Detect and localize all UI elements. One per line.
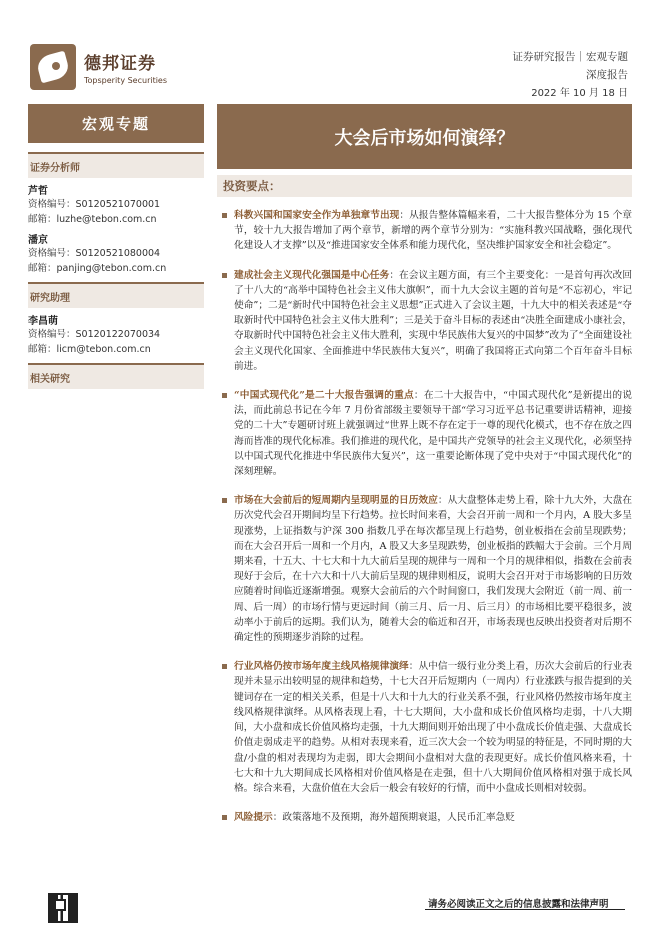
list-item: “中国式现代化”是二十大报告强调的重点：在二十大报告中，“中国式现代化”是新提出的说法，而此前总书记在今年 7 月份省部级主要领导干部“学习习近平总书记重要讲话精神，迎接党的二十大”专题研讨班上就强调过“世界上既不存在定于一尊的现代化模式，也不存在放之四海而皆准的现代化标准。我们推进的现代化，是中国共产党领导的社会主义现代化，必须坚持以中国式现代化推进中华民族伟大复兴”，这一重要论断体现了党中央对于“中国式现代化”的深刻理解。: [220, 388, 632, 479]
analyst-email[interactable]: 邮箱：luzhe@tebon.com.cn: [28, 214, 157, 225]
analyst-cert: 资格编号：S0120521080004: [28, 248, 161, 259]
list-item: 市场在大会前后的短周期内呈现明显的日历效应：从大盘整体走势上看，除十九大外，大盘在历次党代会召开期间均呈下行趋势。拉长时间来看，大会召开前一周和一个月内，A 股大多呈现涨势，上证指数与沪深 300 指数几乎在每次都呈现上行趋势，创业板指在会前呈现跌势；而在大会召开后一周和一个月内，A 股又大多呈现跌势，创业板指的跌幅大于会前。三个月周期来看，十五大、十七大和十九大前后呈现的规律与一周和一个月的规律相似，指数在会前表现好于会后，在十六大和十八大前后呈现的规律则相反，说明大会召开对于市场影响的日历效应随着时间临近逐渐增强。观察大会前后的六个时间窗口，我们发现大会附近（前一周、前一周、后一周）的市场行情与更远时间（前三月、后一月、后三月）的市场相比要平稳很多，波动率小于前后的远期。我们认为，随着大会的临近和召开，市场表现也反映出投资者对后期不确定性的预期逐步消除的过程。: [220, 493, 632, 645]
analyst-heading: 证券分析师: [28, 152, 204, 178]
list-item: 行业风格仍按市场年度主线风格规律演绎：从中信一级行业分类上看，历次大会前后的行业表现并未显示出较明显的规律和趋势，十七大召开后短期内（一周内）行业涨跌与报告提到的关键词存在一定的相关关系，但是十八大和十九大的行业关系不强，行业风格仍然按市场年度主线风格规律演绎。从风格表现上看，十七大期间，大小盘和成长价值风格均走弱，十八大期间，大小盘和成长价值风格均走强，十九大期间则开始出现了中小盘成长价值走强、大盘成长价值走弱成走平的趋势。从相对表现来看，近三次大会一个较为明显的特征是，不同时期的大盘/小盘的相对表现均为走弱，即大会期间小盘相对大盘的表现更好。成长价值风格来看，十七大和十九大期间成长风格相对价值风格是在走强，但十八大期间价值风格相对强于成长风格。综合来看，大盘价值在大会后一般会有较好的行情，而中小盘成长则相对较弱。: [220, 659, 632, 796]
disclaimer-note: 请务必阅读正文之后的信息披露和法律声明: [428, 899, 609, 910]
key-points-heading: 投资要点：: [217, 175, 632, 197]
report-type-line1: 证券研究报告｜宏观专题: [512, 51, 628, 63]
key-points-list: [220, 208, 632, 825]
list-item: 建成社会主义现代化强国是中心任务：在会议主题方面，有三个主要变化：一是首句再次改回了十八大的“高举中国特色社会主义伟大旗帜”，而十九大会议主题的首句是“不忘初心，牢记使命”；二是“新时代中国特色社会主义思想”正式进入了会议主题，十九大中的相关表述是“夺取新时代中国特色社会主义伟大胜利”；三是关于奋斗目标的表述由“决胜全面建成小康社会，夺取新时代中国特色社会主义伟大胜利，实现中华民族伟大复兴的中国梦”改为了“全面建设社会主义现代化国家、全面推进中华民族伟大复兴”，明确了我国将正式向第二个百年奋斗目标前进。: [220, 268, 632, 374]
list-item: 科教兴国和国家安全作为单独章节出现：从报告整体篇幅来看，二十大报告整体分为 15 个章节，较十九大报告增加了两个章节，新增的两个章节分别为：“实施科教兴国战略，强化现代化建设人才支撑”以及“推进国家安全体系和能力现代化，坚决维护国家安全和社会稳定”。: [220, 208, 632, 254]
brand-emblem-icon: [30, 44, 76, 90]
related-heading: 相关研究: [28, 363, 204, 389]
qr-code-icon: [48, 893, 78, 923]
report-type-line2: 深度报告: [586, 69, 628, 81]
analyst-email[interactable]: 邮箱：panjing@tebon.com.cn: [28, 263, 167, 274]
assistant-email[interactable]: 邮箱：licm@tebon.com.cn: [28, 344, 151, 355]
report-type: [513, 48, 629, 84]
assistant-cert: 资格编号：S0120122070034: [28, 329, 161, 340]
assistant-name: 李昌萌: [28, 316, 58, 327]
analyst-cert: 资格编号：S0120521070001: [28, 199, 161, 210]
report-title: 大会后市场如何演绎？: [217, 104, 632, 169]
category-banner: 宏观专题: [28, 104, 204, 143]
sidebar: [28, 152, 204, 389]
brand-logo: [30, 44, 167, 90]
brand-name-en: Topsperity Securities: [84, 76, 168, 85]
analyst-name: 芦哲: [28, 186, 48, 197]
report-date: 2022 年 10 月 18 日: [531, 88, 628, 99]
analyst-name: 潘京: [28, 235, 48, 246]
brand-name-cn: 德邦证券: [84, 54, 156, 74]
list-item: 风险提示：政策落地不及预期，海外超预期衰退，人民币汇率急贬: [220, 810, 632, 825]
footer-divider: [425, 909, 625, 910]
assistant-heading: 研究助理: [28, 282, 204, 308]
